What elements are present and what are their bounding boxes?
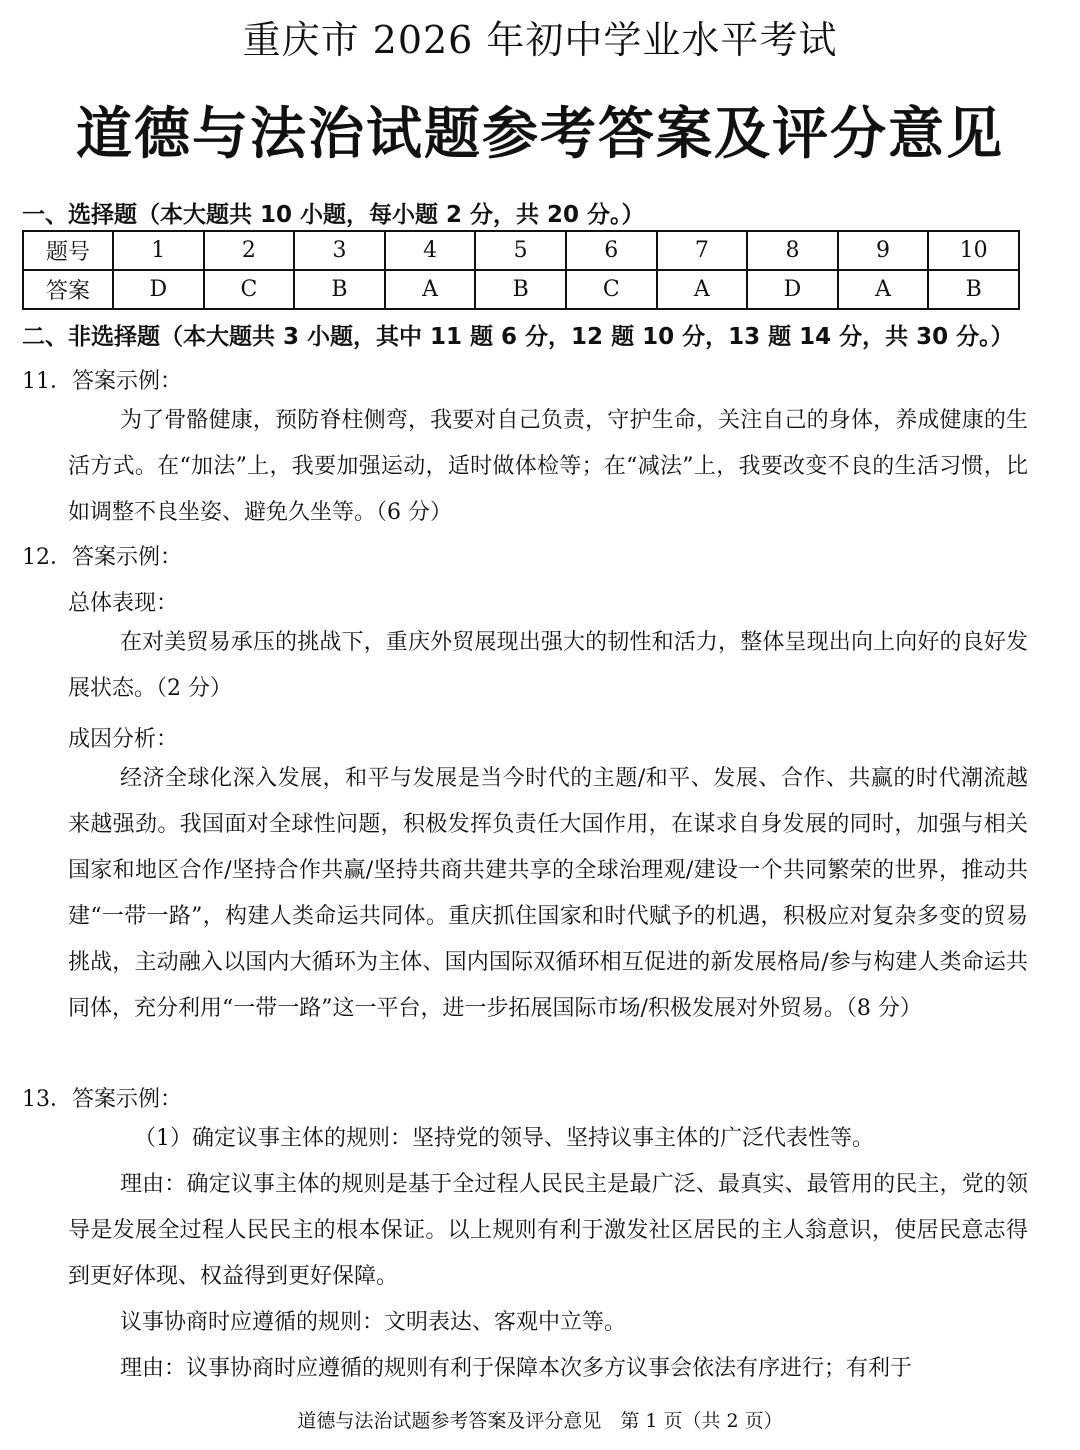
answer-cell: B [928,270,1019,309]
answer-cell: D [747,270,838,309]
question-number: 6 [566,231,657,270]
q12-overall-label: 总体表现： [68,591,179,616]
row-label-question: 题号 [23,231,113,270]
answer-cell: C [204,270,295,309]
q13-reason1: 理由：确定议事主体的规则是基于全过程人民民主是最广泛、最真实、最管用的民主，党的领导是发展全过程人民民主的根本保证。以上规则有利于激发社区居民的主人翁意识，使居民意志得到更好体现、权益得到更好保障。 [68,1172,1028,1289]
question-number: 5 [475,231,566,270]
exam-title: 重庆市 2026 年初中学业水平考试 [242,18,838,62]
page-footer: 道德与法治试题参考答案及评分意见 第 1 页（共 2 页） [297,1410,783,1432]
q13-item1: （1）确定议事主体的规则：坚持党的领导、坚持议事主体的广泛代表性等。 [134,1126,874,1151]
answer-cell: A [657,270,748,309]
row-label-answer: 答案 [23,270,113,309]
answer-cell: A [385,270,476,309]
answer-table [22,230,1020,310]
answer-row [23,270,1019,309]
answer-cell: B [294,270,385,309]
q12-cause-text: 经济全球化深入发展，和平与发展是当今时代的主题/和平、发展、合作、共赢的时代潮流越来越强劲。我国面对全球性问题，积极发挥负责任大国作用，在谋求自身发展的同时，加强与相关国家和地区合作/坚持合作共赢/坚持共商共建共享的全球治理观/建设一个共同繁荣的世界，推动共建“一带一路”，构建人类命运共同体。重庆抓住国家和时代赋予的机遇，积极应对复杂多变的贸易挑战，主动融入以国内大循环为主体、国内国际双循环相互促进的新发展格局/参与构建人类命运共同体，充分利用“一带一路”这一平台，进一步拓展国际市场/积极发展对外贸易。（8 分） [68,766,1028,1021]
question-number: 4 [385,231,476,270]
question-number: 1 [113,231,204,270]
question-number: 2 [204,231,295,270]
q11-answer: 为了骨骼健康，预防脊柱侧弯，我要对自己负责，守护生命，关注自己的身体，养成健康的生活方式。在“加法”上，我要加强运动，适时做体检等；在“减法”上，我要改变不良的生活习惯，比如调整不良坐姿、避免久坐等。（6 分） [68,408,1028,525]
question-number: 10 [928,231,1019,270]
q12-overall-text: 在对美贸易承压的挑战下，重庆外贸展现出强大的韧性和活力，整体呈现出向上向好的良好发展状态。（2 分） [68,630,1028,701]
q13-rule2: 议事协商时应遵循的规则：文明表达、客观中立等。 [120,1310,627,1335]
q13-reason2: 理由：议事协商时应遵循的规则有利于保障本次多方议事会依法有序进行；有利于 [120,1356,913,1381]
question-number: 8 [747,231,838,270]
q13-label: 13．答案示例： [22,1087,182,1112]
section1-heading: 一、选择题（本大题共 10 小题，每小题 2 分，共 20 分。） [22,202,645,228]
answer-cell: A [838,270,929,309]
q11-label: 11．答案示例： [22,369,182,394]
answer-cell: D [113,270,204,309]
answer-cell: B [475,270,566,309]
question-number: 9 [838,231,929,270]
q12-label: 12．答案示例： [22,545,182,570]
document-subtitle: 道德与法治试题参考答案及评分意见 [76,101,1004,167]
section2-heading: 二、非选择题（本大题共 3 小题，其中 11 题 6 分，12 题 10 分，13 题 14 分，共 30 分。） [22,324,1014,350]
question-number: 7 [657,231,748,270]
answer-cell: C [566,270,657,309]
q12-cause-label: 成因分析： [68,727,179,752]
question-number-row [23,231,1019,270]
question-number: 3 [294,231,385,270]
